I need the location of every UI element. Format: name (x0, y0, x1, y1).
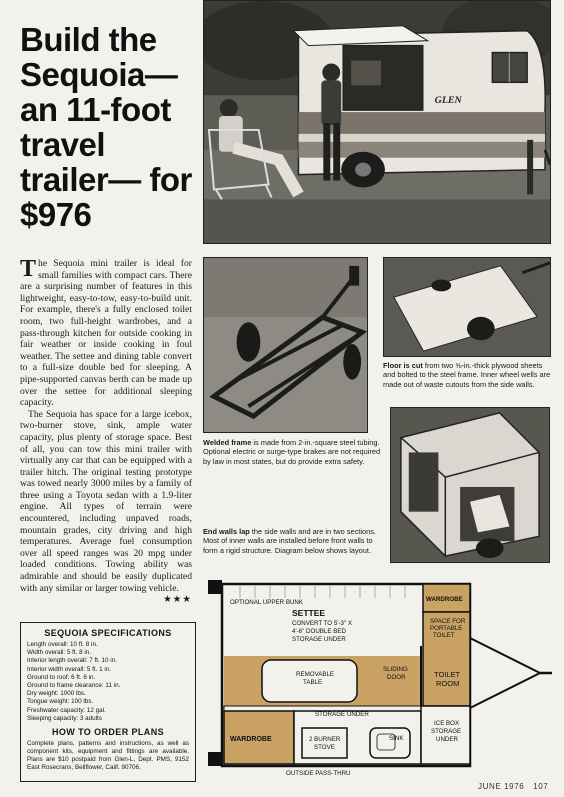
caption-endwalls-bold: End walls lap (203, 527, 250, 536)
label-stove-line2: STOVE (314, 744, 335, 751)
end-walls-photo (390, 407, 550, 563)
spec-item: Length overall: 10 ft. 8 in. (27, 641, 98, 648)
paragraph-2: The Sequoia has space for a large icebox, two-burner stove, sink, ample water capacity, plus plenty of storage space. Best of all, you can tow this mini trailer with virtually any car that can be equipped with a trailer hitch. The original testing prototype was towed nearly 3000 miles by a family of three using a Toyota sedan with a 1.9-liter engine. All types of terrain were encountered, including unpaved roads, mountain grades, city driving and high temperatures. Average fuel consumption over all speed ranges was 20 mpg under loaded conditions. Towing ability was admirable and should be easily duplicated with any similar or larger towing vehicle. (20, 408, 192, 594)
spec-item: Sleeping capacity: 3 adults (27, 714, 102, 722)
floor-photo (383, 257, 551, 357)
caption-endwalls-text: the side walls and are in two sections. Most of inner walls are installed before front walls to form a rigid structure. Diagram below shows layout. (203, 527, 376, 555)
paragraph-1: he Sequoia mini trailer is ideal for small families with compact cars. There are a surprising number of features in this lightweight, easy-to-tow, easy-to-build unit. For example, there's a fully enclosed toilet room, two full-height wardrobes, and a pass-through kitchen for outside cooking in fair weather or inside cooking in foul weather. The settee and dining table convert to a full-size double bed for sleeping. A pipe-supported canvas berth can be made up over the settee for additional sleeping capacity. (20, 258, 192, 409)
label-table: TABLE (303, 679, 323, 686)
drop-cap: T (20, 256, 37, 282)
caption-floor-text: from two ⅝-in.-thick plywood sheets and bolted to the steel frame. Inner wheel wells are made out of waste cutouts from the side walls. (383, 361, 551, 389)
spec-item: Tongue weight: 100 lbs. (27, 698, 94, 706)
floor-plan-diagram (200, 578, 554, 778)
spec-item: Ground to roof: 6 ft. 6 in. (27, 673, 96, 681)
label-removable: REMOVABLE (296, 671, 335, 678)
glen-logo: GLEN (434, 95, 462, 107)
caption-welded-text: is made from 2-in.-square steel tubing. Optional electric or surge-type brakes are not required by law in most states, but do provide extra safety. (203, 438, 381, 466)
caption-floor-bold: Floor is cut (383, 361, 423, 370)
specs-heading: SEQUOIA SPECIFICATIONS (44, 628, 172, 638)
caption-floor (383, 361, 553, 389)
page-footer (478, 782, 554, 791)
spec-item: Ground to frame clearance: 11 in. (27, 682, 121, 690)
caption-endwalls (203, 527, 386, 555)
label-toilet: TOILET (434, 670, 461, 679)
label-space-line2: PORTABLE (430, 625, 463, 632)
trailer-photo (203, 0, 551, 244)
issue-date: JUNE 1976 (478, 782, 525, 791)
order-heading: HOW TO ORDER PLANS (51, 727, 165, 738)
label-door: DOOR (387, 674, 406, 681)
spec-item: Freshwater capacity: 12 gal. (27, 706, 106, 714)
label-space-line3: TOILET (433, 632, 455, 639)
label-settee-line1: CONVERT TO 5'-3" X (292, 620, 353, 627)
article-body (20, 258, 192, 606)
label-outside-pass-thru: OUTSIDE PASS-THRU (286, 770, 351, 777)
label-icebox: ICE BOX (434, 720, 460, 727)
welded-frame-photo (203, 257, 368, 433)
label-under: UNDER (436, 736, 459, 743)
label-sink: SINK (389, 735, 404, 742)
label-wardrobe-top: WARDROBE (426, 596, 463, 603)
spec-item: Interior length overall: 7 ft. 10 in. (27, 657, 117, 665)
label-optional-bunk: OPTIONAL UPPER BUNK (230, 599, 304, 606)
label-stove-line1: 2 BURNER (309, 736, 341, 743)
spec-item: Width overall: 5 ft. 8 in. (27, 649, 92, 657)
specifications-box (20, 622, 196, 782)
specs-list (27, 641, 189, 723)
label-settee-line3: STORAGE UNDER (292, 636, 346, 643)
label-wardrobe-bottom: WARDROBE (230, 736, 272, 743)
spec-item: Dry weight: 1000 lbs. (27, 690, 86, 698)
label-storage: STORAGE (431, 728, 462, 735)
label-sliding: SLIDING (383, 666, 408, 673)
label-space-line1: SPACE FOR (430, 618, 466, 625)
label-storage-under: STORAGE UNDER (315, 711, 369, 718)
end-mark: ★★★ (163, 594, 192, 606)
caption-welded (203, 438, 381, 466)
caption-welded-bold: Welded frame (203, 438, 252, 447)
order-body: Complete plans, patterns and instructions, as well as component kits, equipment and fittings are available. Plans are $10 postpaid from Glen-L, Dept. PMS, 9152 East Rosecrans, Bellflower, Calif. 90706. (27, 740, 189, 772)
spec-item: Interior width overall: 5 ft. 1 in. (27, 665, 111, 673)
headline: Build the Sequoia— an 11-foot travel trailer— for $976 (20, 21, 192, 233)
label-room: ROOM (436, 679, 460, 688)
label-settee-line2: 4'-6" DOUBLE BED (292, 628, 346, 635)
label-settee: SETTEE (292, 608, 326, 618)
page-number: 107 (533, 782, 549, 791)
